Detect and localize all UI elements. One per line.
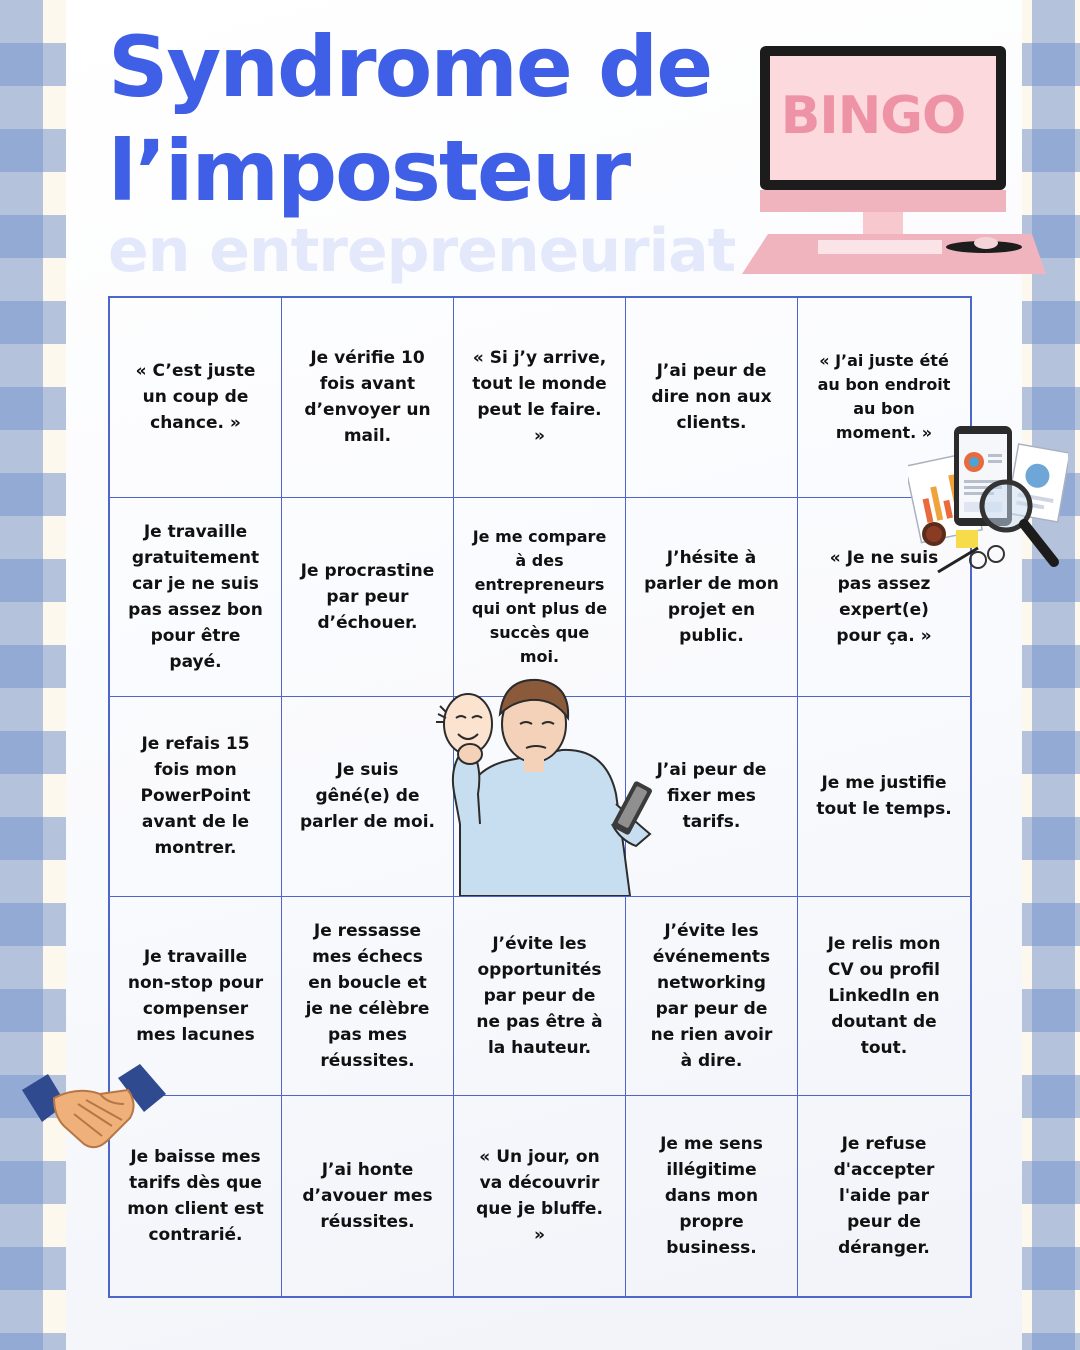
bingo-cell[interactable]: J’ai peur de fixer mes tarifs. xyxy=(626,697,798,897)
bingo-label: BINGO xyxy=(780,86,966,146)
bingo-cell[interactable]: « J’ai juste été au bon endroit au bon moment. » xyxy=(798,298,970,498)
bingo-cell[interactable]: « C’est juste un coup de chance. » xyxy=(110,298,282,498)
bingo-cell[interactable]: Je baisse mes tarifs dès que mon client est contrarié. xyxy=(110,1096,282,1296)
title-line-1: Syndrome de xyxy=(108,18,712,116)
bingo-cell[interactable]: J’ai honte d’avouer mes réussites. xyxy=(282,1096,454,1296)
bingo-cell[interactable]: Je procrastine par peur d’échouer. xyxy=(282,498,454,698)
subtitle: en entrepreneuriat xyxy=(108,216,736,286)
bingo-cell[interactable]: Je me sens illégitime dans mon propre business. xyxy=(626,1096,798,1296)
bingo-cell[interactable]: Je vérifie 10 fois avant d’envoyer un mail. xyxy=(282,298,454,498)
bingo-cell[interactable]: J’évite les événements networking par peur de ne rien avoir à dire. xyxy=(626,897,798,1097)
bingo-cell[interactable]: « Si j’y arrive, tout le monde peut le faire. » xyxy=(454,298,626,498)
documents-magnifier-icon xyxy=(908,424,1068,588)
title-line-2: l’imposteur xyxy=(108,122,630,220)
bingo-cell[interactable]: Je me compare à des entrepreneurs qui ont plus de succès que moi. xyxy=(454,498,626,698)
bingo-cell[interactable]: J’évite les opportunités par peur de ne pas être à la hauteur. xyxy=(454,897,626,1097)
bingo-cell[interactable]: Je relis mon CV ou profil LinkedIn en doutant de tout. xyxy=(798,897,970,1097)
bingo-cell[interactable]: Je travaille gratuitement car je ne suis pas assez bon pour être payé. xyxy=(110,498,282,698)
bingo-cell[interactable]: Je suis gêné(e) de parler de moi. xyxy=(282,697,454,897)
computer-monitor-icon xyxy=(740,44,1052,276)
bingo-cell[interactable]: Je ressasse mes échecs en boucle et je ne célèbre pas mes réussites. xyxy=(282,897,454,1097)
bingo-cell[interactable]: « Un jour, on va découvrir que je bluffe. » xyxy=(454,1096,626,1296)
bingo-cell[interactable]: Je refais 15 fois mon PowerPoint avant de le montrer. xyxy=(110,697,282,897)
bingo-cell[interactable]: Je travaille non-stop pour compenser mes lacunes xyxy=(110,897,282,1097)
bingo-cell[interactable]: J’ai peur de dire non aux clients. xyxy=(626,298,798,498)
person-holding-mask-icon xyxy=(430,674,666,900)
handshake-icon xyxy=(18,1064,170,1164)
bingo-cell[interactable]: « Je ne suis pas assez expert(e) pour ça. » xyxy=(798,498,970,698)
bingo-cell[interactable]: J’hésite à parler de mon projet en public. xyxy=(626,498,798,698)
bingo-cell[interactable]: Je refuse d'accepter l'aide par peur de déranger. xyxy=(833,1134,935,1259)
bingo-cell[interactable]: Je me justifie tout le temps. xyxy=(798,697,970,897)
